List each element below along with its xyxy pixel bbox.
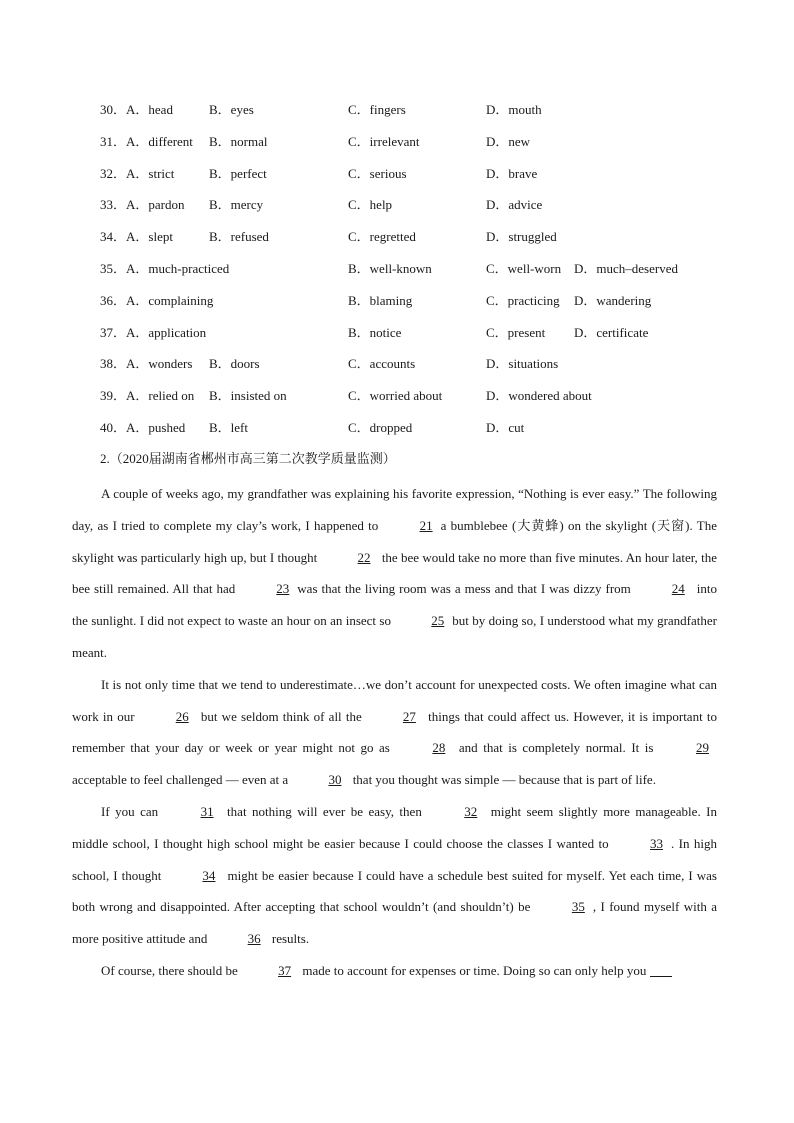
option-37-d: D．certificate [574,324,649,340]
option-40-a: 40．A．pushed [100,419,186,435]
option-37-a: 37．A．application [100,324,207,340]
blank-30: 30 [328,772,342,788]
option-31-c: C．irrelevant [348,133,420,149]
blank-38-partial [650,962,672,977]
blank-35: 35 [571,899,585,915]
passage-paragraph-3: If you can 31 that nothing will ever be easy, then 32 might seem slightly more manageable. In middle school, I thought high school might be easier because I could choose the classes I wanted to 33 . In high school, I thought 34 might be easier because I could have a schedule best suited for myself. Yet each time, I was both wrong and disappointed. After accepting that school wouldn’t (and shouldn’t) be 35 , I found myself with a more positive attitude and 36 results. [72,796,717,955]
passage-paragraph-1: A couple of weeks ago, my grandfather was explaining his favorite expression, “Nothing is ever easy.” The following day, as I tried to complete my clay’s work, I happened to 21 a bumblebee (大黄蜂) on the skylight (天窗). The skylight was particularly high up, but I thought 22 the bee would take no more than five minutes. An hour later, the bee still remained. All that had 23 was that the living room was a mess and that I was dizzy from 24 into the sunlight. I did not expect to waste an hour on an insect so 25 but by doing so, I understood what my grandfather meant. [72,486,717,660]
blank-25: 25 [431,613,445,629]
option-row-32 [100,165,720,197]
question-number: 34． [100,229,127,245]
option-32-a: 32．A．strict [100,165,175,181]
question-number: 32． [100,165,127,181]
option-38-d: D．situations [486,356,559,372]
option-38-c: C．accounts [348,356,416,372]
option-31-b: B．normal [209,133,268,149]
blank-23: 23 [276,581,290,597]
blank-32: 32 [464,803,478,819]
question-number: 31． [100,133,127,149]
option-35-a: 35．A．much-practiced [100,260,230,276]
option-38-b: B．doors [209,356,260,372]
option-30-b: B．eyes [209,102,254,117]
blank-24: 24 [671,581,685,597]
blank-31: 31 [200,803,214,819]
question-number: 40． [100,419,127,435]
option-33-b: B．mercy [209,197,264,213]
option-row-34 [100,228,720,260]
question-number: 37． [100,324,127,340]
passage-paragraph-2: It is not only time that we tend to underestimate…we don’t account for unexpected costs. We often imagine what can work in our 26 but we seldom think of all the 27 things that could affect us. However, it is important to remember that your day or week or year might not go as 28 and that is completely normal. It is 29 acceptable to feel challenged — even at a 30 that you thought was simple — because that is part of life. [72,669,717,796]
option-row-33 [100,196,720,228]
option-row-40 [100,419,720,451]
option-39-a: 39．A．relied on [100,388,195,404]
option-32-c: C．serious [348,165,407,181]
option-38-a: 38．A．wonders [100,356,193,372]
blank-36: 36 [247,931,261,947]
blank-21: 21 [419,517,433,533]
option-40-d: D．cut [486,419,525,435]
blank-34: 34 [202,867,216,883]
question-number: 30． [100,102,127,117]
question-number: 39． [100,388,127,404]
option-row-35 [100,260,720,292]
option-34-d: D．struggled [486,229,557,245]
option-36-a: 36．A．complaining [100,292,214,308]
option-33-a: 33．A．pardon [100,197,185,213]
option-34-c: C．regretted [348,229,416,245]
blank-37: 37 [278,962,292,978]
option-37-c: C．present [486,324,546,340]
option-34-a: 34．A．slept [100,229,173,245]
option-36-d: D．wandering [574,292,652,308]
blank-33: 33 [650,835,663,851]
question-number: 38． [100,356,127,372]
option-39-d: D．wondered about [486,388,592,404]
option-30-c: C．fingers [348,102,406,117]
option-row-38 [100,355,720,387]
question-number: 36． [100,292,127,308]
option-40-c: C．dropped [348,419,413,435]
option-33-c: C．help [348,197,393,213]
option-36-b: B．blaming [348,292,413,308]
option-36-c: C．practicing [486,292,560,308]
section-heading: 2.（2020届湖南省郴州市高三第二次教学质量监测） [100,451,396,466]
question-number: 35． [100,260,127,276]
blank-22: 22 [357,549,371,565]
option-row-36 [100,292,720,324]
option-31-d: D．new [486,133,531,149]
option-39-c: C．worried about [348,388,443,404]
option-32-d: D．brave [486,165,538,181]
option-35-d: D．much–deserved [574,260,678,276]
option-35-b: B．well-known [348,260,432,276]
blank-26: 26 [175,708,189,724]
option-30-d: D．mouth [486,102,542,117]
blank-29: 29 [695,740,709,756]
option-32-b: B．perfect [209,165,267,181]
option-row-39 [100,387,720,419]
option-row-30 [100,101,720,133]
option-37-b: B．notice [348,324,402,340]
passage-paragraph-4: Of course, there should be 37 made to account for expenses or time. Doing so can only help you [72,955,717,987]
option-row-31 [100,133,720,165]
option-39-b: B．insisted on [209,388,287,404]
answer-options-list [100,101,720,451]
blank-27: 27 [402,708,416,724]
option-30-a: 30．A．head [100,102,173,117]
option-33-d: D．advice [486,197,543,213]
cloze-passage-section [72,450,717,987]
question-number: 33． [100,197,127,213]
option-row-37 [100,324,720,356]
blank-28: 28 [432,740,446,756]
option-40-b: B．left [209,419,248,435]
option-31-a: 31．A．different [100,133,193,149]
option-35-c: C．well-worn [486,260,562,276]
option-34-b: B．refused [209,229,269,245]
